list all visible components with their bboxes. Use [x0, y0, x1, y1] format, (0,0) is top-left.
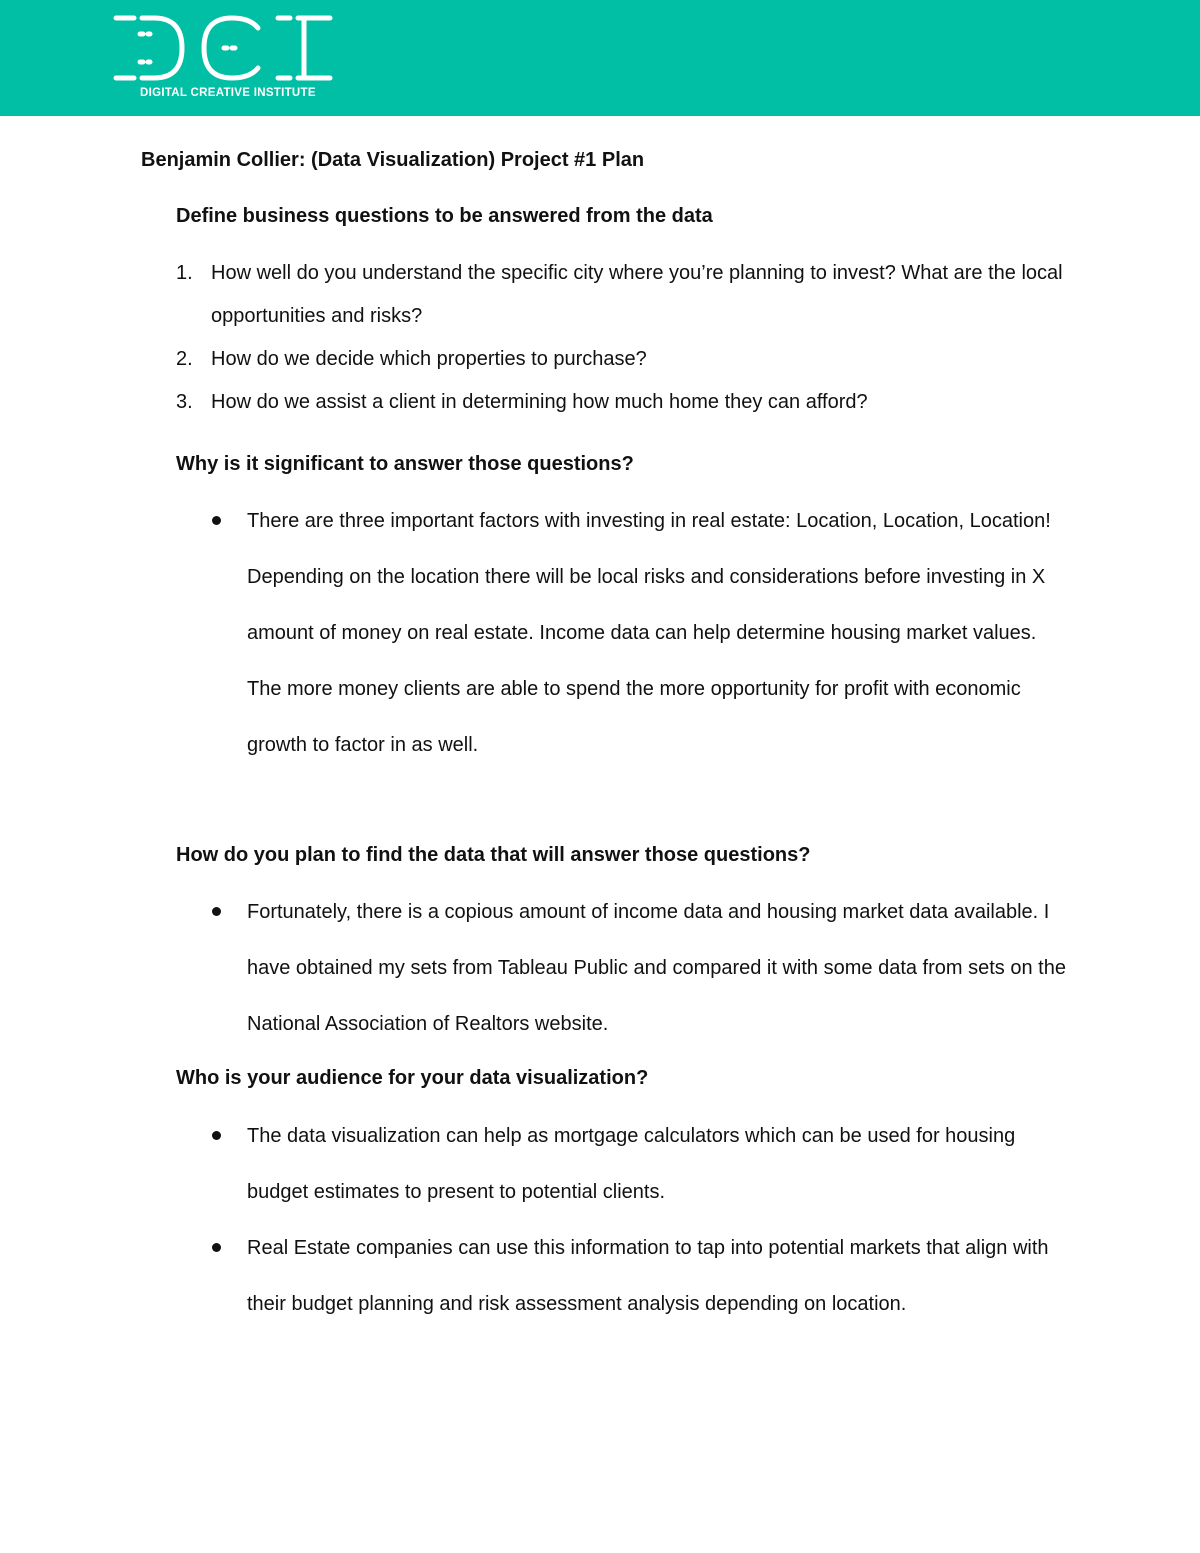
section-heading: Why is it significant to answer those questions? [176, 453, 634, 475]
bullet-item [247, 884, 1067, 1052]
bullet-icon [212, 907, 221, 916]
list-item-text: How do we decide which properties to purchase? [211, 348, 647, 370]
list-item-number: 1. [176, 262, 193, 284]
dci-logo-icon [112, 12, 336, 84]
section-heading: How do you plan to find the data that will answer those questions? [176, 844, 811, 866]
bullet-item [247, 1220, 1067, 1332]
bullet-item-text: Fortunately, there is a copious amount of income data and housing market data available. I have obtained my sets from Tableau Public and compared it with some data from sets on the National Association of Realtors website. [247, 901, 1066, 1035]
business-questions-list [176, 252, 1071, 424]
logo-caption: DIGITAL CREATIVE INSTITUTE [140, 87, 316, 99]
list-item [176, 338, 1071, 381]
list-item-number: 2. [176, 348, 193, 370]
header-banner [0, 0, 1200, 116]
bullet-item [247, 493, 1067, 773]
bullet-item-text: There are three important factors with investing in real estate: Location, Location, Location! Depending on the location there will be local risks and considerations before investing in X amount of money on real estate. Income data can help determine housing market values. The more money clients are able to spend the more opportunity for profit with economic growth to factor in as well. [247, 510, 1051, 756]
bullet-item [247, 1108, 1067, 1220]
page-title: Benjamin Collier: (Data Visualization) Project #1 Plan [141, 149, 645, 171]
list-item-number: 3. [176, 391, 193, 413]
bullet-icon [212, 1243, 221, 1252]
bullet-icon [212, 516, 221, 525]
list-item [176, 252, 1071, 338]
list-item-text: How do we assist a client in determining how much home they can afford? [211, 391, 868, 413]
dci-logo[interactable] [112, 12, 336, 104]
bullet-item-text: The data visualization can help as mortgage calculators which can be used for housing budget estimates to present to potential clients. [247, 1125, 1016, 1203]
section-heading: Define business questions to be answered from the data [176, 205, 713, 227]
section-heading: Who is your audience for your data visualization? [176, 1067, 649, 1089]
bullet-item-text: Real Estate companies can use this information to tap into potential markets that align with their budget planning and risk assessment analysis depending on location. [247, 1237, 1049, 1315]
list-item-text: How well do you understand the specific city where you’re planning to invest? What are the local opportunities and risks? [211, 262, 1063, 327]
list-item [176, 381, 1071, 424]
bullet-icon [212, 1131, 221, 1140]
